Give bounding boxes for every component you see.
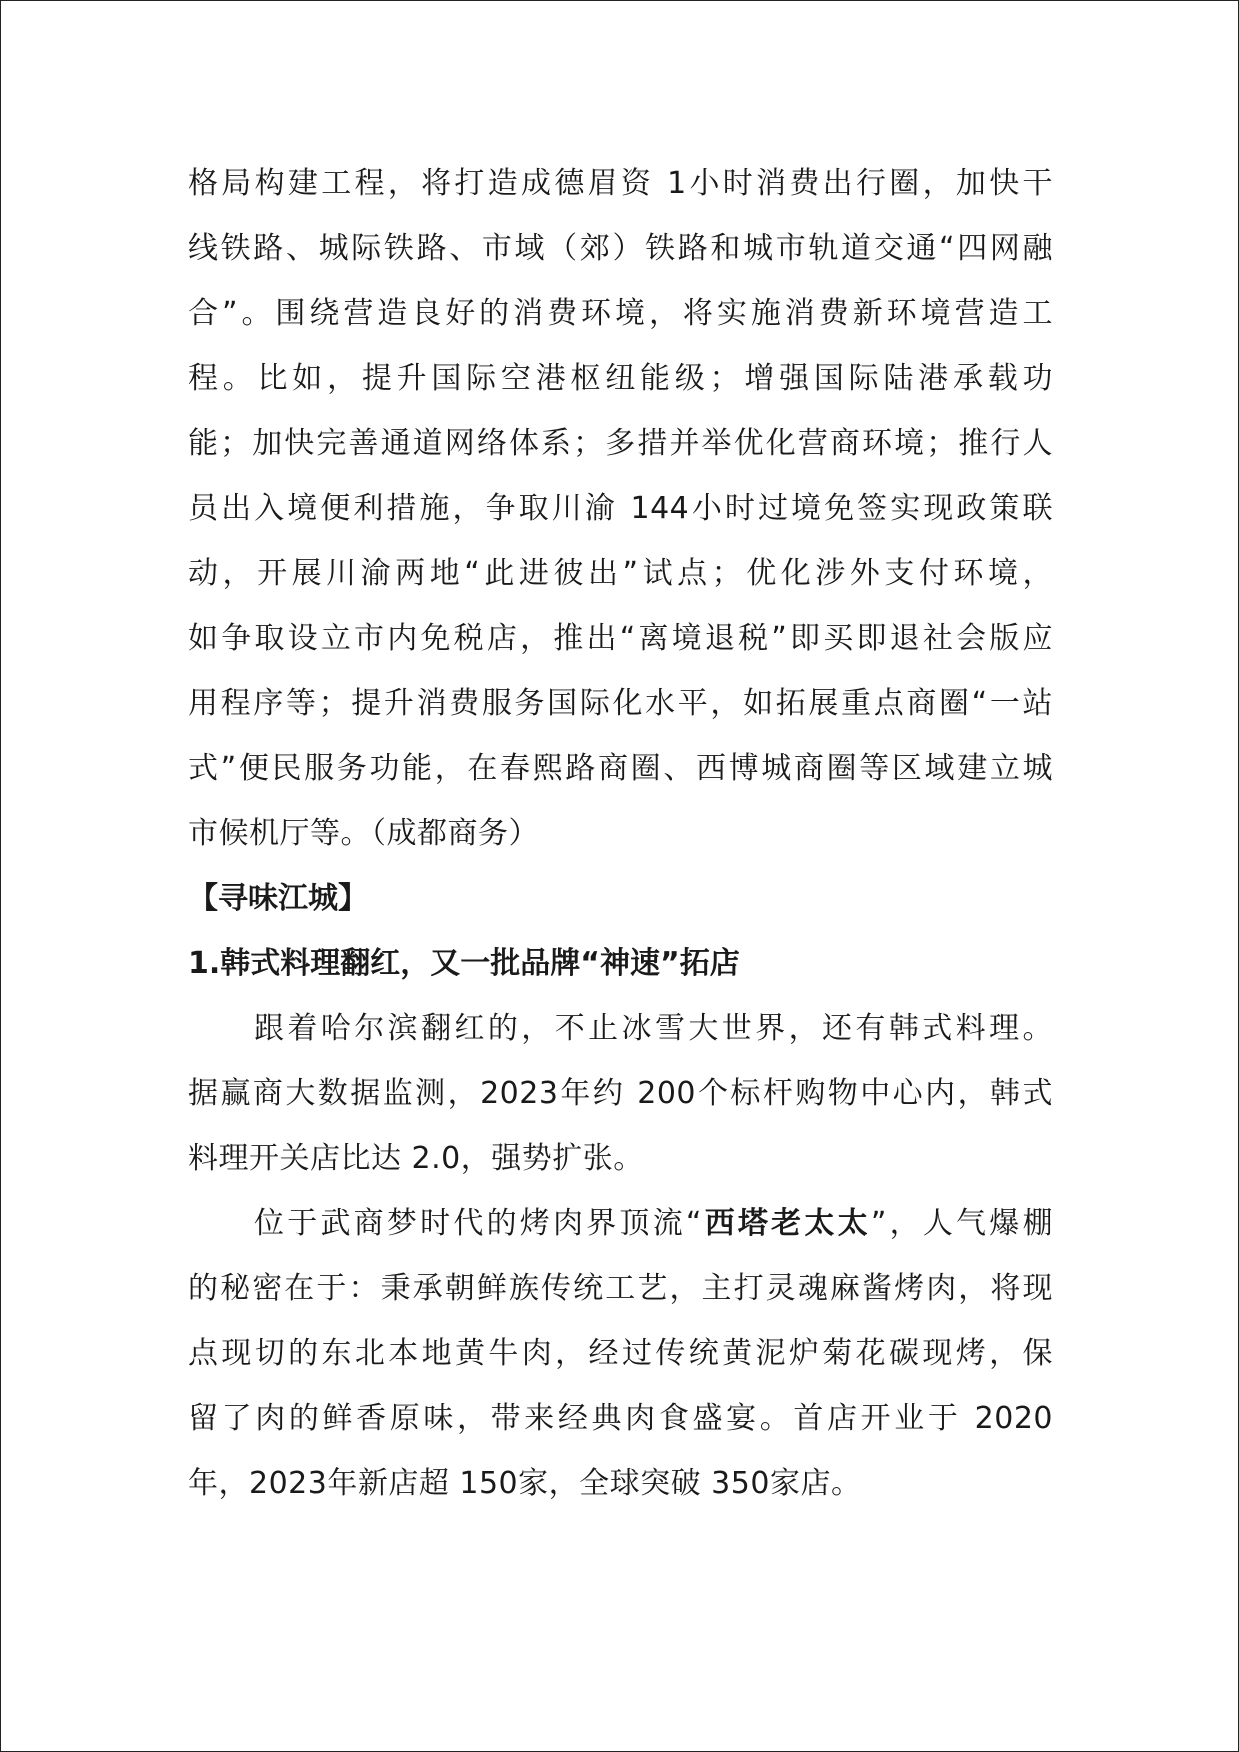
subsection-title: 1.韩式料理翻红，又一批品牌“神速”拓店 [188, 946, 740, 981]
brand-name: 西塔老太太 [701, 1206, 871, 1241]
paragraph-brand-story [188, 1191, 1053, 1516]
section-title: 【寻味江城】 [188, 881, 368, 916]
paragraph-line: 用程序等；提升消费服务国际化水平，如拓展重点商圈“一站 [188, 686, 1053, 721]
paragraph-line: 合”。围绕营造良好的消费环境，将实施消费新环境营造工 [188, 296, 1053, 331]
paragraph-line: 动，开展川渝两地“此进彼出”试点；优化涉外支付环境， [188, 556, 1053, 591]
paragraph-line: 跟着哈尔滨翻红的，不止冰雪大世界，还有韩式料理。 [254, 1011, 1053, 1046]
paragraph-korean-cuisine [188, 996, 1053, 1191]
paragraph-line: 据赢商大数据监测，2023年约 200个标杆购物中心内，韩式 [188, 1076, 1053, 1111]
paragraph-line: 点现切的东北本地黄牛肉，经过传统黄泥炉菊花碳现烤，保 [188, 1336, 1053, 1371]
paragraph-line: 料理开关店比达 2.0，强势扩张。 [188, 1141, 644, 1176]
paragraph-line: 年，2023年新店超 150家，全球突破 350家店。 [188, 1466, 862, 1501]
paragraph-line: 市候机厅等。（成都商务） [188, 816, 539, 851]
paragraph-line: 如争取设立市内免税店，推出“离境退税”即买即退社会版应 [188, 621, 1053, 656]
paragraph-line [188, 1191, 1053, 1256]
paragraph-consumption-environment [188, 151, 1053, 866]
paragraph-line: 程。比如，提升国际空港枢纽能级；增强国际陆港承载功 [188, 361, 1053, 396]
text-run: ”，人气爆棚 [870, 1206, 1053, 1241]
paragraph-line: 线铁路、城际铁路、市域（郊）铁路和城市轨道交通“四网融 [188, 231, 1053, 266]
paragraph-line: 的秘密在于：秉承朝鲜族传统工艺，主打灵魂麻酱烤肉，将现 [188, 1271, 1053, 1306]
paragraph-line: 能；加快完善通道网络体系；多措并举优化营商环境；推行人 [188, 426, 1053, 461]
paragraph-line: 留了肉的鲜香原味，带来经典肉食盛宴。首店开业于 2020 [188, 1401, 1053, 1436]
paragraph-line: 式”便民服务功能，在春熙路商圈、西博城商圈等区域建立城 [188, 751, 1053, 786]
document-content [188, 151, 1053, 1516]
paragraph-line: 员出入境便利措施，争取川渝 144小时过境免签实现政策联 [188, 491, 1053, 526]
paragraph-line: 格局构建工程，将打造成德眉资 1小时消费出行圈，加快干 [188, 166, 1053, 201]
text-run: 位于武商梦时代的烤肉界顶流“ [254, 1206, 702, 1241]
